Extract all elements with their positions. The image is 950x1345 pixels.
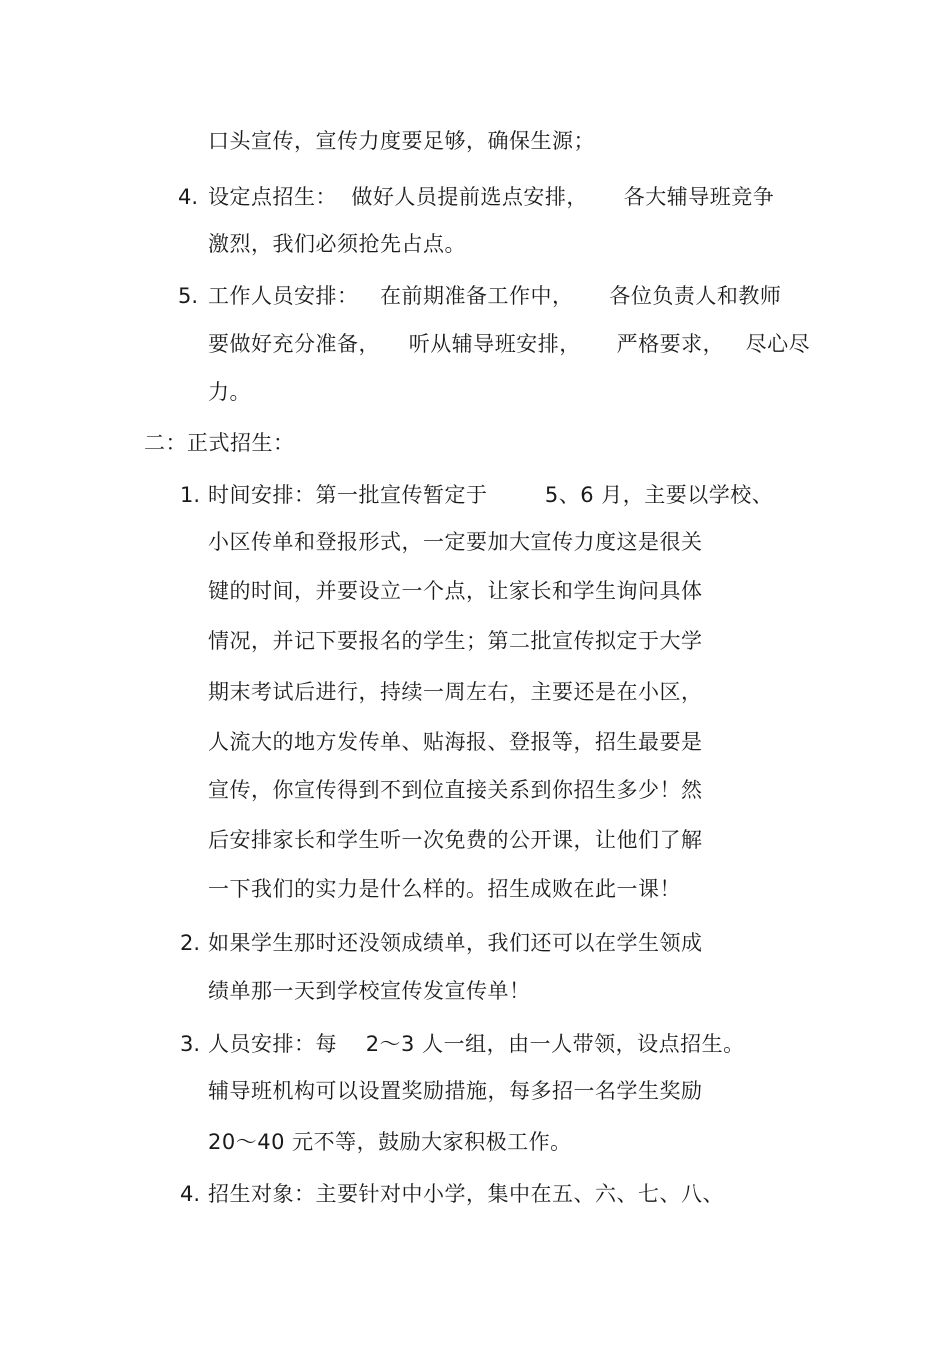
list-item-number: 4.: [180, 1182, 201, 1206]
list-item-line: 如果学生那时还没领成绩单，我们还可以在学生领成: [208, 931, 703, 955]
list-item-line: 力。: [208, 380, 251, 404]
list-item-line: 小区传单和登报形式，一定要加大宣传力度这是很关: [208, 530, 703, 554]
list-item-line: 人员安排：每 2～3 人一组，由一人带领，设点招生。: [208, 1032, 745, 1056]
list-item-line: 情况，并记下要报名的学生；第二批宣传拟定于大学: [208, 629, 703, 653]
list-item-line: 辅导班机构可以设置奖励措施，每多招一名学生奖励: [208, 1079, 703, 1103]
list-item-number: 2.: [180, 931, 201, 955]
list-item-line: 工作人员安排： 在前期准备工作中， 各位负责人和教师: [208, 284, 782, 308]
list-item-line: 宣传，你宣传得到不到位直接关系到你招生多少！然: [208, 778, 703, 802]
list-item-line: 一下我们的实力是什么样的。招生成败在此一课！: [208, 877, 681, 901]
list-item-line: 20～40 元不等，鼓励大家积极工作。: [208, 1130, 572, 1154]
list-item-line: 设定点招生： 做好人员提前选点安排， 各大辅导班竞争: [208, 185, 775, 209]
list-item-number: 1.: [180, 483, 201, 507]
list-item-line: 招生对象：主要针对中小学，集中在五、六、七、八、: [208, 1182, 724, 1206]
list-item-line: 绩单那一天到学校宣传发宣传单！: [208, 979, 531, 1003]
list-item-number: 5.: [178, 284, 199, 308]
list-item-line: 后安排家长和学生听一次免费的公开课，让他们了解: [208, 828, 703, 852]
list-item-number: 4.: [178, 185, 199, 209]
list-item-line: 键的时间，并要设立一个点，让家长和学生询问具体: [208, 579, 703, 603]
list-item-number: 3.: [180, 1032, 201, 1056]
list-item-line: 时间安排：第一批宣传暂定于 5、6 月，主要以学校、: [208, 483, 774, 507]
list-item-line: 人流大的地方发传单、贴海报、登报等，招生最要是: [208, 730, 703, 754]
list-item-line: 激烈，我们必须抢先占点。: [208, 232, 466, 256]
section-heading: 二：正式招生：: [144, 431, 295, 455]
list-item-line: 期末考试后进行，持续一周左右，主要还是在小区，: [208, 680, 703, 704]
list-item-line: 要做好充分准备， 听从辅导班安排， 严格要求， 尽心尽: [208, 332, 811, 356]
continuation-line: 口头宣传，宣传力度要足够，确保生源；: [208, 129, 595, 153]
